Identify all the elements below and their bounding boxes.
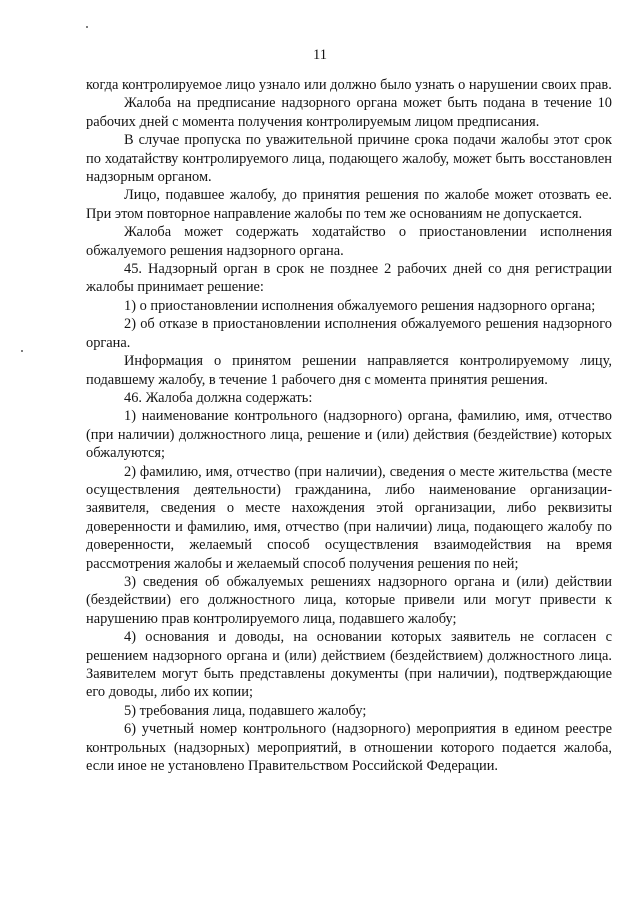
- paragraph: 6) учетный номер контрольного (надзорного) мероприятия в едином реестре контрольных (надзорных) мероприятий, в отношении которого подается жалоба, если иное не установлено Правительством Российской Федерации.: [86, 721, 612, 775]
- paragraph: В случае пропуска по уважительной причине срока подачи жалобы этот срок по ходатайству контролируемого лица, подающего жалобу, может быть восстановлен надзорным органом.: [86, 132, 612, 186]
- paragraph: Жалоба на предписание надзорного органа может быть подана в течение 10 рабочих дней с момента получения контролируемым лицом предписания.: [86, 95, 612, 130]
- paragraph: 2) об отказе в приостановлении исполнения обжалуемого решения надзорного органа.: [86, 316, 612, 351]
- paragraph: 46. Жалоба должна содержать:: [124, 389, 313, 406]
- paragraph: 3) сведения об обжалуемых решениях надзорного органа и (или) действии (бездействии) его должностного лица, которые привели или могут привести к нарушению прав контролируемого лица, подавшего жалобу;: [86, 573, 612, 627]
- paragraph: когда контролируемое лицо узнало или должно было узнать о нарушении своих прав.: [86, 77, 612, 93]
- paragraph: Жалоба может содержать ходатайство о приостановлении исполнения обжалуемого решения надзорного органа.: [86, 224, 612, 259]
- paragraph: Информация о принятом решении направляется контролируемому лицу, подавшему жалобу, в течение 1 рабочего дня с момента принятия решения.: [86, 353, 612, 388]
- scan-mark: [21, 350, 23, 352]
- body-text: [86, 76, 612, 775]
- paragraph: 1) наименование контрольного (надзорного) органа, фамилию, имя, отчество (при наличии) должностного лица, решение и (или) действия (бездействие) которых обжалуются;: [86, 408, 612, 462]
- paragraph: Лицо, подавшее жалобу, до принятия решения по жалобе может отозвать ее. При этом повторное направление жалобы по тем же основаниям не допускается.: [86, 187, 612, 222]
- paragraph: 2) фамилию, имя, отчество (при наличии), сведения о месте жительства (месте осуществления деятельности) гражданина, либо наименование организации-заявителя, сведения о месте нахождения этой организации, либо реквизиты доверенности и фамилию, имя, отчество (при наличии) лица, подающего жалобу по доверенности, желаемый способ осуществления взаимодействия на время рассмотрения жалобы и желаемый способ получения решения по ней;: [86, 463, 612, 572]
- paragraph: 4) основания и доводы, на основании которых заявитель не согласен с решением надзорного органа и (или) действием (бездействием) должностного лица. Заявителем могут быть представлены документы (при наличии), подтверждающие его доводы, либо их копии;: [86, 629, 612, 701]
- scan-mark: [86, 26, 88, 28]
- paragraph: 45. Надзорный орган в срок не позднее 2 рабочих дней со дня регистрации жалобы принимает решение:: [86, 261, 612, 296]
- paragraph: 5) требования лица, подавшего жалобу;: [124, 702, 367, 719]
- page-number: 11: [313, 47, 327, 63]
- paragraph: 1) о приостановлении исполнения обжалуемого решения надзорного органа;: [124, 297, 596, 314]
